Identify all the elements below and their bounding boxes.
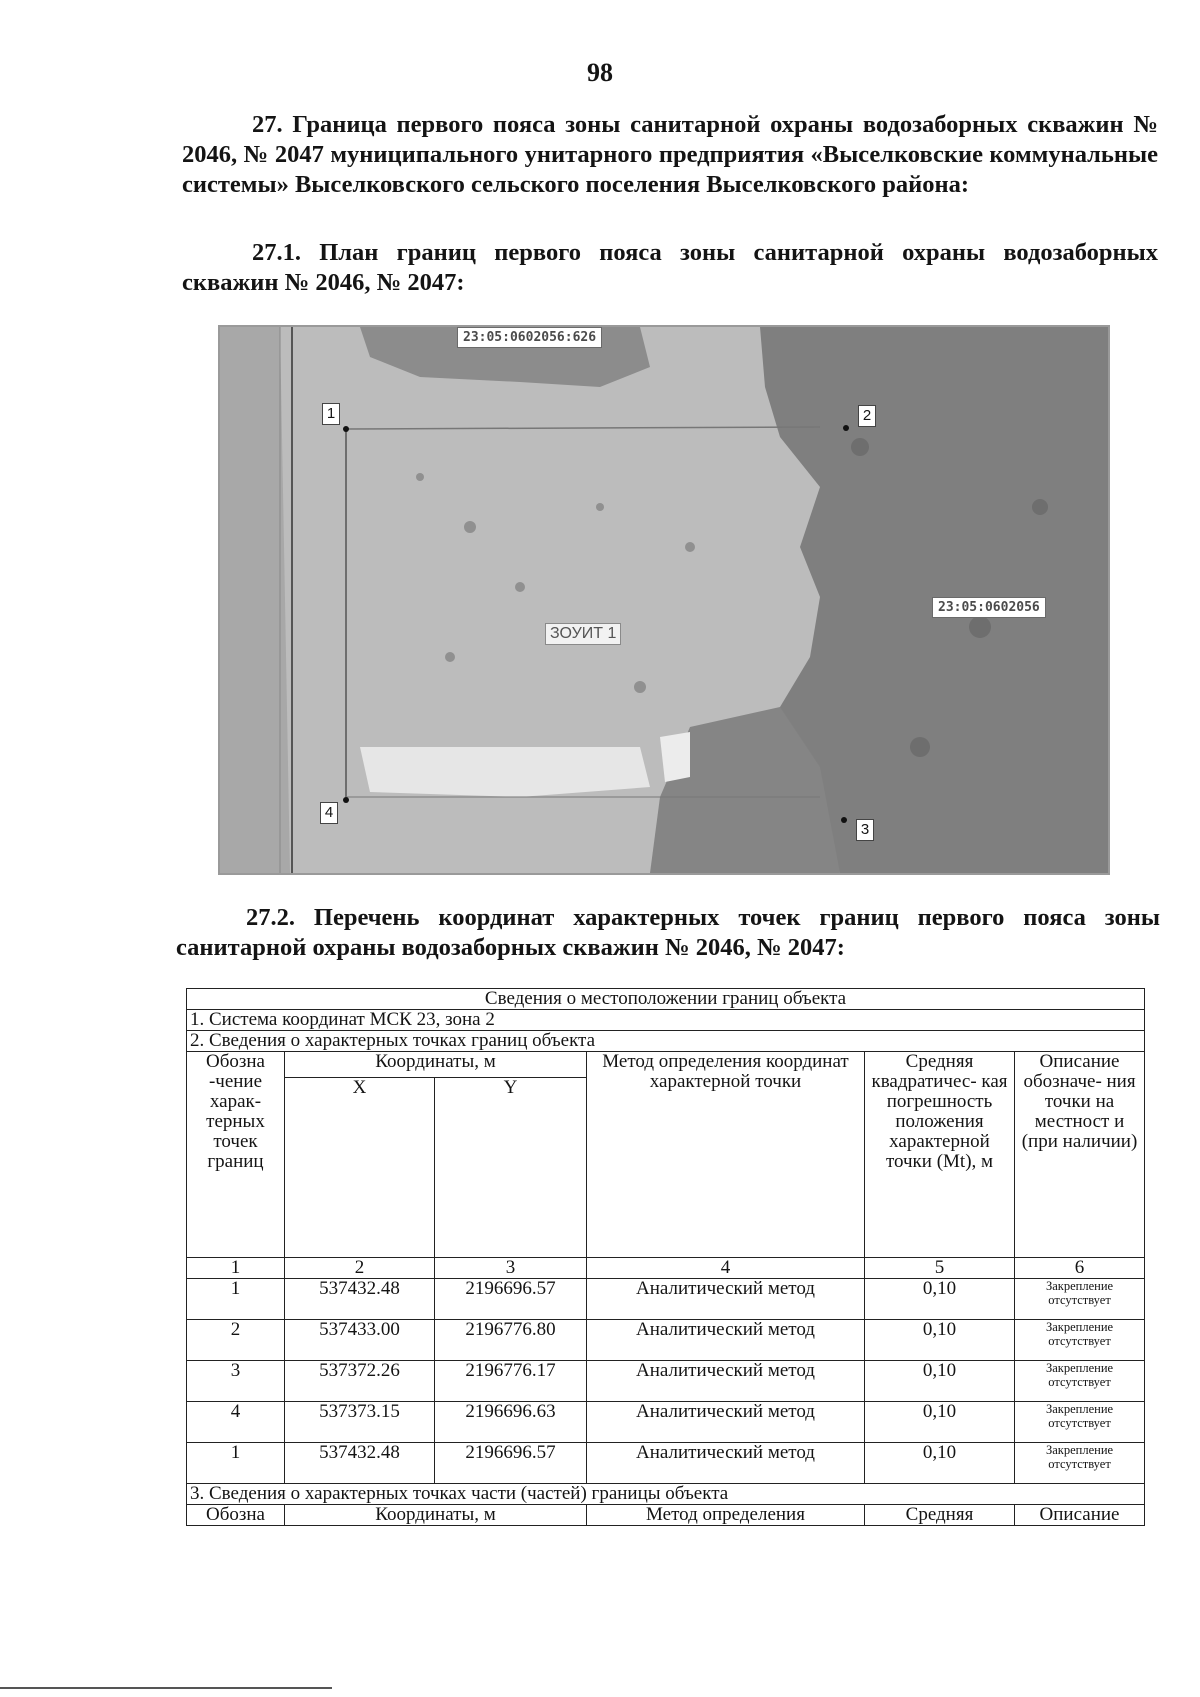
header-designation: Обозна -чение харак- терных точек границ	[187, 1052, 285, 1258]
col-number: 4	[587, 1258, 865, 1279]
y-value: 2196696.63	[435, 1402, 587, 1443]
zone-label: ЗОУИТ 1	[545, 623, 621, 645]
coordinates-table	[186, 988, 1145, 1526]
paragraph-27-text: 27. Граница первого пояса зоны санитарной охраны водозаборных скважин № 2046, № 2047 муниципального унитарного предприятия «Выселковские коммунальные системы» Выселковского сельского поселения Выселковского района:	[182, 111, 1158, 198]
x-value: 537432.48	[285, 1443, 435, 1484]
footer-header-error: Средняя	[865, 1505, 1015, 1526]
table-row	[187, 1279, 1145, 1320]
footer-header-method: Метод определения	[587, 1505, 865, 1526]
x-value: 537373.15	[285, 1402, 435, 1443]
table-title-row	[187, 989, 1145, 1010]
point-marker-4	[343, 797, 349, 803]
parcel-label-top: 23:05:0602056:626	[457, 327, 602, 348]
point-marker-3	[841, 817, 847, 823]
col-number: 1	[187, 1258, 285, 1279]
paragraph-27-1-text: 27.1. План границ первого пояса зоны санитарной охраны водозаборных скважин № 2046, № 2047:	[182, 239, 1158, 296]
section2-title: 2. Сведения о характерных точках границ объекта	[187, 1031, 1145, 1052]
col-number: 6	[1015, 1258, 1145, 1279]
paragraph-27-2-text: 27.2. Перечень координат характерных точек границ первого пояса зоны санитарной охраны водозаборных скважин № 2046, № 2047:	[176, 904, 1160, 961]
table-row	[187, 1443, 1145, 1484]
y-value: 2196776.80	[435, 1320, 587, 1361]
method-value: Аналитический метод	[587, 1279, 865, 1320]
table-row	[187, 1320, 1145, 1361]
col-number: 5	[865, 1258, 1015, 1279]
section1-row	[187, 1010, 1145, 1031]
footer-header-designation: Обозна	[187, 1505, 285, 1526]
boundary-plan-map	[218, 325, 1110, 875]
table-title: Сведения о местоположении границ объекта	[187, 989, 1145, 1010]
table-row	[187, 1361, 1145, 1402]
mt-value: 0,10	[865, 1402, 1015, 1443]
point-number: 1	[187, 1279, 285, 1320]
y-value: 2196696.57	[435, 1443, 587, 1484]
point-number: 4	[187, 1402, 285, 1443]
y-value: 2196776.17	[435, 1361, 587, 1402]
header-y: Y	[435, 1078, 587, 1258]
x-value: 537432.48	[285, 1279, 435, 1320]
footer-header-row	[187, 1505, 1145, 1526]
coordinate-system: 1. Система координат МСК 23, зона 2	[187, 1010, 1145, 1031]
parcel-label-right: 23:05:0602056	[932, 597, 1046, 618]
col-number: 2	[285, 1258, 435, 1279]
method-value: Аналитический метод	[587, 1443, 865, 1484]
x-value: 537433.00	[285, 1320, 435, 1361]
description-value: Закрепление отсутствует	[1015, 1443, 1145, 1484]
point-label-3: 3	[856, 819, 874, 841]
paragraph-27-2	[176, 903, 1160, 963]
point-number: 3	[187, 1361, 285, 1402]
header-error: Средняя квадратичес- кая погрешность положения характерной точки (Mt), м	[865, 1052, 1015, 1258]
header-coordinates: Координаты, м	[285, 1052, 587, 1078]
y-value: 2196696.57	[435, 1279, 587, 1320]
description-value: Закрепление отсутствует	[1015, 1320, 1145, 1361]
description-value: Закрепление отсутствует	[1015, 1402, 1145, 1443]
mt-value: 0,10	[865, 1361, 1015, 1402]
section3-row	[187, 1484, 1145, 1505]
table-row	[187, 1402, 1145, 1443]
header-method: Метод определения координат характерной точки	[587, 1052, 865, 1258]
point-label-2: 2	[858, 405, 876, 427]
footer-rule	[0, 1687, 332, 1689]
paragraph-27-1	[182, 238, 1158, 298]
point-label-1: 1	[322, 403, 340, 425]
point-number: 1	[187, 1443, 285, 1484]
description-value: Закрепление отсутствует	[1015, 1361, 1145, 1402]
method-value: Аналитический метод	[587, 1361, 865, 1402]
header-row-1	[187, 1052, 1145, 1078]
point-number: 2	[187, 1320, 285, 1361]
column-number-row	[187, 1258, 1145, 1279]
mt-value: 0,10	[865, 1279, 1015, 1320]
point-label-4: 4	[320, 802, 338, 824]
footer-header-description: Описание	[1015, 1505, 1145, 1526]
method-value: Аналитический метод	[587, 1320, 865, 1361]
header-description: Описание обозначе- ния точки на местност и (при наличии)	[1015, 1052, 1145, 1258]
paragraph-27	[182, 110, 1158, 200]
mt-value: 0,10	[865, 1320, 1015, 1361]
section2-row	[187, 1031, 1145, 1052]
point-marker-1	[343, 426, 349, 432]
page-number: 98	[587, 58, 613, 87]
footer-header-coordinates: Координаты, м	[285, 1505, 587, 1526]
x-value: 537372.26	[285, 1361, 435, 1402]
header-x: X	[285, 1078, 435, 1258]
section3-title: 3. Сведения о характерных точках части (частей) границы объекта	[187, 1484, 1145, 1505]
description-value: Закрепление отсутствует	[1015, 1279, 1145, 1320]
col-number: 3	[435, 1258, 587, 1279]
mt-value: 0,10	[865, 1443, 1015, 1484]
method-value: Аналитический метод	[587, 1402, 865, 1443]
point-marker-2	[843, 425, 849, 431]
